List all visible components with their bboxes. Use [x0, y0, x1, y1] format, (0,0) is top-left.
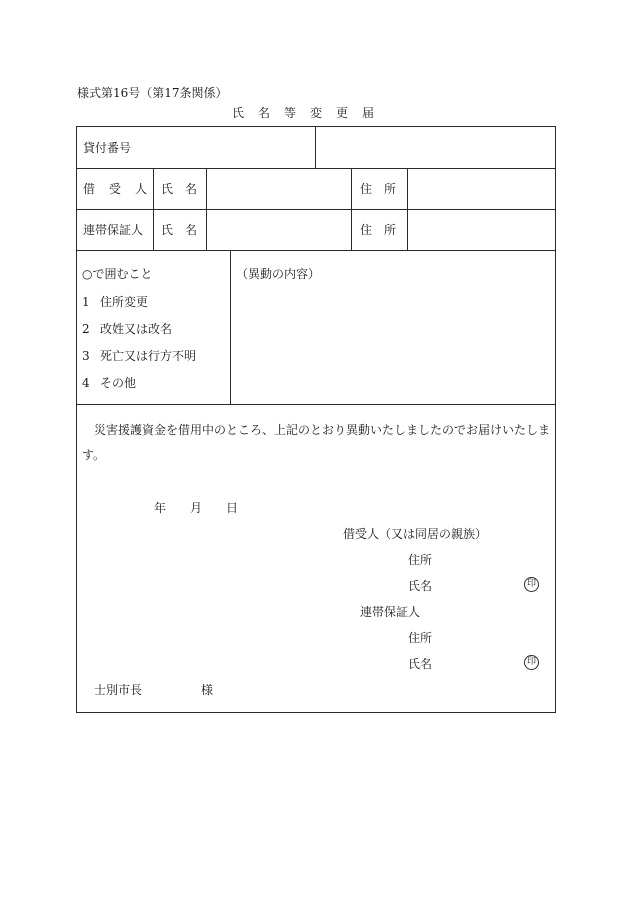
addressee-name: 士別市長 [94, 683, 143, 697]
borrower-name-field[interactable] [207, 169, 351, 209]
date-month: 月 [190, 501, 203, 515]
guarantor-address-field[interactable] [408, 210, 555, 250]
borrower-label: 借 受 人 [83, 182, 149, 196]
borrower-signatory-address: 住所 [408, 553, 433, 567]
guarantor-name-field[interactable] [207, 210, 351, 250]
change-details-field[interactable] [232, 285, 554, 402]
col-divider [230, 250, 231, 404]
option-item-name-change[interactable] [82, 320, 172, 337]
date-day: 日 [226, 501, 239, 515]
seal-icon: 印 [524, 577, 539, 592]
option-label: 改姓又は改名 [100, 322, 173, 336]
row-divider [76, 404, 556, 405]
change-details-label: （異動の内容） [236, 267, 321, 281]
option-item-death-missing[interactable] [82, 347, 196, 364]
option-number: 1 [82, 295, 90, 309]
guarantor-name-label: 氏 名 [161, 223, 198, 237]
date-year: 年 [154, 501, 167, 515]
seal-icon: 印 [524, 655, 539, 670]
form-title: 氏 名 等 変 更 届 [232, 106, 376, 120]
addressee-honorific: 様 [201, 683, 214, 697]
option-label: その他 [100, 376, 137, 390]
row-divider [76, 250, 556, 251]
guarantor-signatory-heading: 連帯保証人 [360, 605, 421, 619]
option-label: 住所変更 [100, 295, 149, 309]
guarantor-signatory-name: 氏名 [408, 657, 433, 671]
borrower-signatory-name: 氏名 [408, 579, 433, 593]
borrower-name-label: 氏 名 [161, 182, 198, 196]
form-number: 様式第16号（第17条関係） [77, 86, 228, 100]
option-item-other[interactable] [82, 374, 136, 391]
col-divider [153, 168, 154, 250]
loan-number-label: 貸付番号 [83, 140, 132, 155]
col-divider [351, 168, 352, 250]
guarantor-label: 連帯保証人 [83, 223, 144, 237]
declaration-text-continued: す。 [82, 448, 106, 462]
options-instruction: ○で囲むこと [82, 267, 153, 281]
option-number: 2 [82, 322, 90, 336]
loan-number-field[interactable] [316, 127, 555, 168]
borrower-address-label: 住 所 [360, 182, 397, 196]
borrower-signatory-heading: 借受人（又は同居の親族） [343, 527, 488, 541]
guarantor-signatory-address: 住所 [408, 631, 433, 645]
guarantor-address-label: 住 所 [360, 223, 397, 237]
option-label: 死亡又は行方不明 [100, 349, 197, 363]
option-number: 3 [82, 349, 90, 363]
option-number: 4 [82, 376, 90, 390]
option-item-address-change[interactable] [82, 293, 148, 310]
borrower-address-field[interactable] [408, 169, 555, 209]
declaration-text: 災害援護資金を借用中のところ、上記のとおり異動いたしましたのでお届けいたしま [94, 423, 551, 437]
